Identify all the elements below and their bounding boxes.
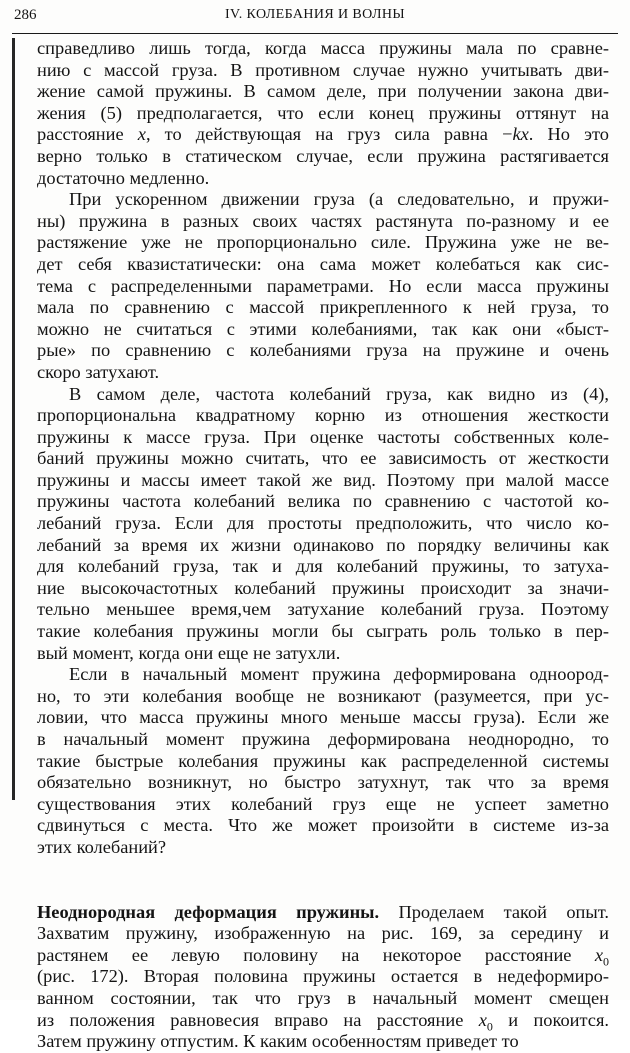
header-rule (12, 33, 618, 34)
text-run: нию с массой груза. В противном случае нужно учитывать дви- (37, 59, 609, 80)
text-run: расстояние (37, 124, 138, 145)
text-run: . Но это (528, 124, 610, 145)
text-line (37, 189, 609, 211)
text-line (37, 146, 609, 168)
text-line (37, 707, 609, 729)
text-line (37, 448, 609, 470)
text-line (37, 837, 609, 859)
text-run: При ускоренном движении груза (а следовательно, и пружи- (69, 189, 609, 210)
text-line (37, 902, 609, 924)
text-line (37, 124, 609, 146)
text-run: Захватим пружину, изображенную на рис. 169, за середину и (37, 923, 609, 944)
text-run: ловии, что масса пружины много меньше массы груза). Если же (37, 707, 609, 728)
page-number: 286 (14, 7, 37, 23)
text-run: в начальный момент пружина деформирована неоднородно, то (37, 729, 609, 749)
text-line (37, 427, 609, 449)
text-run: можно не считаться с этими колебаниями, так как они «быст- (37, 318, 609, 339)
text-line (37, 38, 609, 60)
text-line (37, 232, 609, 254)
text-run: верно только в статическом случае, если пружина растягивается (37, 145, 609, 166)
text-line (37, 254, 609, 276)
text-line (37, 535, 609, 557)
text-line (37, 772, 609, 794)
text-line (37, 686, 609, 708)
text-line (37, 643, 609, 665)
text-line (37, 966, 609, 988)
text-run: вый момент, когда они еще не затухли. (37, 642, 341, 663)
text-line (37, 621, 609, 643)
paragraph (37, 664, 609, 858)
text-line (37, 384, 609, 406)
running-head: IV. КОЛЕБАНИЯ И ВОЛНЫ (224, 7, 406, 22)
text-run: ванном состоянии, так что груз в начальный момент смещен (37, 987, 609, 1008)
section-gap (37, 859, 609, 902)
text-run: дет себя квазистатически: она сама может колебаться как сис- (37, 253, 609, 274)
text-run: скоро затухают. (37, 361, 160, 382)
text-run: но, то эти колебания вообще не возникают (разумеется, при ус- (37, 685, 609, 706)
text-run: из положения равновесия вправо на расстояние (37, 1009, 479, 1030)
text-line (37, 751, 609, 773)
text-line (37, 923, 609, 945)
math-variable: x (594, 944, 603, 965)
paragraph (37, 384, 609, 665)
text-run: пружины к массе груза. При оценке частоты собственных коле- (37, 426, 609, 447)
text-line (37, 405, 609, 427)
text-run: для колебаний груза, так и для колебаний пружины, то затуха- (37, 556, 609, 577)
page-header (0, 0, 630, 34)
text-run: тема с распределенными параметрами. Но если масса пружины (37, 275, 609, 296)
text-run: , то действующая на груз сила равна − (145, 124, 513, 145)
text-line (37, 578, 609, 600)
text-run: ние высокочастотных колебаний пружины происходит за значи- (37, 577, 609, 598)
text-line (37, 556, 609, 578)
text-run: лебаний за время их жизни одинаково по порядку величины как (37, 534, 609, 555)
text-run: рые» по сравнению с колебаниями груза на пружине и очень (37, 340, 609, 361)
body-text (37, 38, 609, 1053)
text-run: растянем ее левую половину на некоторое расстояние (37, 944, 595, 965)
text-line (37, 513, 609, 535)
math-variable: x (478, 1009, 487, 1030)
text-run: мала по сравнению с массой прикрепленного к ней груза, то (37, 297, 609, 318)
text-line (37, 815, 609, 837)
text-run: сдвинуться с места. Что же может произойти в системе из-за (37, 815, 609, 836)
text-run: Проделаем такой опыт. (379, 901, 609, 922)
paragraph (37, 902, 609, 1053)
text-line (37, 103, 609, 125)
text-run: обязательно возникнут, но быстро затухнут, так что за время (37, 772, 609, 793)
text-line (37, 340, 609, 362)
text-run: этих колебаний? (37, 836, 167, 857)
paragraph (37, 38, 609, 189)
section-run-in-heading: Неоднородная деформация пружины. (37, 901, 380, 922)
text-run: лебаний груза. Если для простоты предположить, что число ко- (37, 513, 609, 534)
text-run: и покоится. (492, 1009, 609, 1030)
text-line (37, 276, 609, 298)
math-subscript: 0 (486, 1019, 493, 1034)
text-run: достаточно медленно. (37, 167, 210, 188)
text-run: баний пружины можно считать, что ее зависимость от жесткости (37, 448, 609, 469)
math-subscript: 0 (603, 954, 609, 969)
text-run: пружины частота колебаний велика по сравнению с частотой ко- (37, 491, 609, 512)
text-run: растяжение уже не пропорционально силе. Пружина уже не ве- (37, 232, 609, 253)
text-line (37, 599, 609, 621)
text-line (37, 470, 609, 492)
text-line (37, 1010, 609, 1032)
text-line (37, 729, 609, 751)
text-run: пружины и массы имеет такой же вид. Поэтому при малой массе (37, 469, 609, 490)
text-line (37, 81, 609, 103)
text-run: тельно меньшее время,чем затухание колебаний груза. Поэтому (37, 599, 609, 620)
text-run: такие колебания пружины могли бы сыграть роль только в пер- (37, 621, 609, 642)
text-line (37, 319, 609, 341)
text-run: справедливо лишь тогда, когда масса пружины мала по сравне- (37, 38, 609, 58)
text-run: пропорциональна квадратному корню из отношения жесткости (37, 405, 609, 426)
text-run: существования этих колебаний груз еще не успеет заметно (37, 793, 609, 814)
text-run: Затем пружину отпустим. К каким особенностям приведет то (37, 1031, 519, 1052)
text-run: В самом деле, частота колебаний груза, как видно из (4), (69, 383, 609, 404)
math-variable: kx (512, 124, 529, 145)
text-line (37, 794, 609, 816)
text-line (37, 297, 609, 319)
math-variable: x (137, 124, 146, 145)
text-run: такие быстрые колебания пружины как распределенной системы (37, 750, 609, 771)
text-line (37, 211, 609, 233)
text-run: жения (5) предполагается, что если конец пружины оттянут на (37, 102, 609, 123)
margin-bar (12, 38, 15, 800)
text-line (37, 988, 609, 1010)
text-run: Если в начальный момент пружина деформирована одноород- (69, 664, 609, 685)
text-run: жение самой пружины. В самом деле, при получении закона дви- (37, 81, 609, 102)
text-line (37, 1031, 609, 1053)
paragraph (37, 189, 609, 383)
text-line (37, 945, 609, 967)
text-line (37, 362, 609, 384)
text-line (37, 60, 609, 82)
text-run: ны) пружина в разных своих частях растянута по-разному и ее (37, 210, 609, 231)
text-run: (рис. 172). Вторая половина пружины остается в недеформиро- (37, 966, 609, 987)
text-line (37, 491, 609, 513)
text-line (37, 664, 609, 686)
text-line (37, 168, 609, 190)
